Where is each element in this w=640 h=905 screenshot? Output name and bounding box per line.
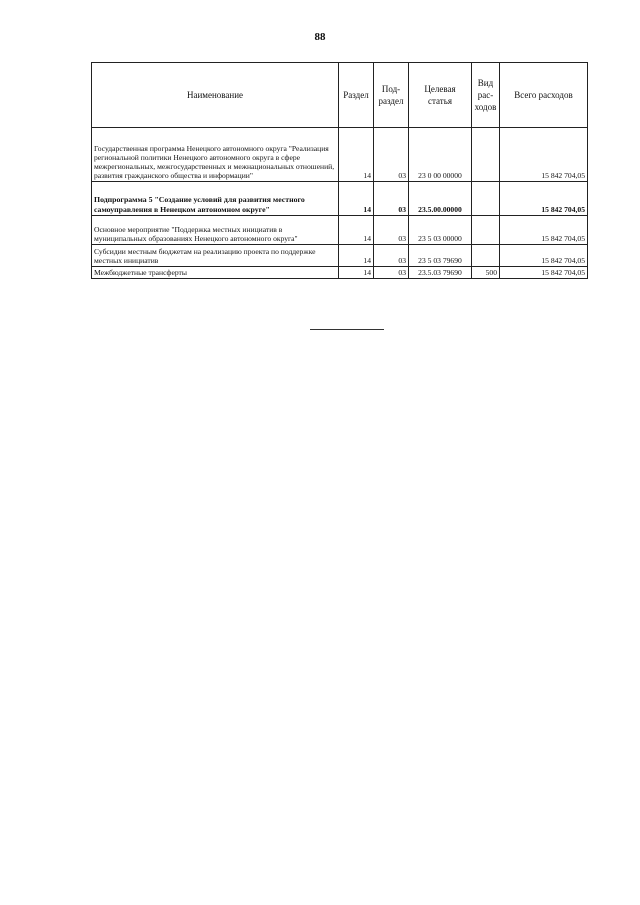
budget-table [91, 62, 588, 279]
table-row [92, 128, 588, 182]
row-subsection: 03 [374, 267, 409, 279]
row-section: 14 [339, 128, 374, 182]
header-subsection: Под- раздел [374, 63, 409, 128]
row-total: 15 842 704,05 [500, 182, 588, 216]
row-name: Подпрограмма 5 "Создание условий для развития местного самоуправления в Ненецком автономном округе" [92, 182, 339, 216]
row-target-article: 23 5 03 79690 [409, 245, 472, 267]
row-target-article: 23 5 03 00000 [409, 216, 472, 245]
row-expense-type [472, 216, 500, 245]
header-expense-type: Вид рас- ходов [472, 63, 500, 128]
row-expense-type [472, 128, 500, 182]
header-section: Раздел [339, 63, 374, 128]
end-of-table-rule [310, 329, 384, 330]
row-subsection: 03 [374, 128, 409, 182]
row-subsection: 03 [374, 182, 409, 216]
row-section: 14 [339, 182, 374, 216]
row-expense-type: 500 [472, 267, 500, 279]
row-subsection: 03 [374, 216, 409, 245]
row-total: 15 842 704,05 [500, 245, 588, 267]
table-row [92, 267, 588, 279]
row-name: Субсидии местным бюджетам на реализацию проекта по поддержке местных инициатив [92, 245, 339, 267]
row-total: 15 842 704,05 [500, 267, 588, 279]
page-number: 88 [314, 31, 326, 43]
table-row [92, 182, 588, 216]
row-section: 14 [339, 216, 374, 245]
row-section: 14 [339, 245, 374, 267]
row-expense-type [472, 245, 500, 267]
table-header-row [92, 63, 588, 128]
header-target-article: Целевая статья [409, 63, 472, 128]
row-total: 15 842 704,05 [500, 216, 588, 245]
row-target-article: 23.5.03 79690 [409, 267, 472, 279]
row-name: Государственная программа Ненецкого автономного округа "Реализация региональной политики Ненецкого автономного округа в сфере межрегиональных, межгосударственных и межнациональных отношений, развития гражданского общества и информации" [92, 128, 339, 182]
row-total: 15 842 704,05 [500, 128, 588, 182]
row-name: Межбюджетные трансферты [92, 267, 339, 279]
header-total: Всего расходов [500, 63, 588, 128]
table-row [92, 245, 588, 267]
row-target-article: 23.5.00.00000 [409, 182, 472, 216]
row-subsection: 03 [374, 245, 409, 267]
row-name: Основное мероприятие "Поддержка местных инициатив в муниципальных образованиях Ненецкого автономного округа" [92, 216, 339, 245]
row-section: 14 [339, 267, 374, 279]
row-target-article: 23 0 00 00000 [409, 128, 472, 182]
header-name: Наименование [92, 63, 339, 128]
table-row [92, 216, 588, 245]
row-expense-type [472, 182, 500, 216]
